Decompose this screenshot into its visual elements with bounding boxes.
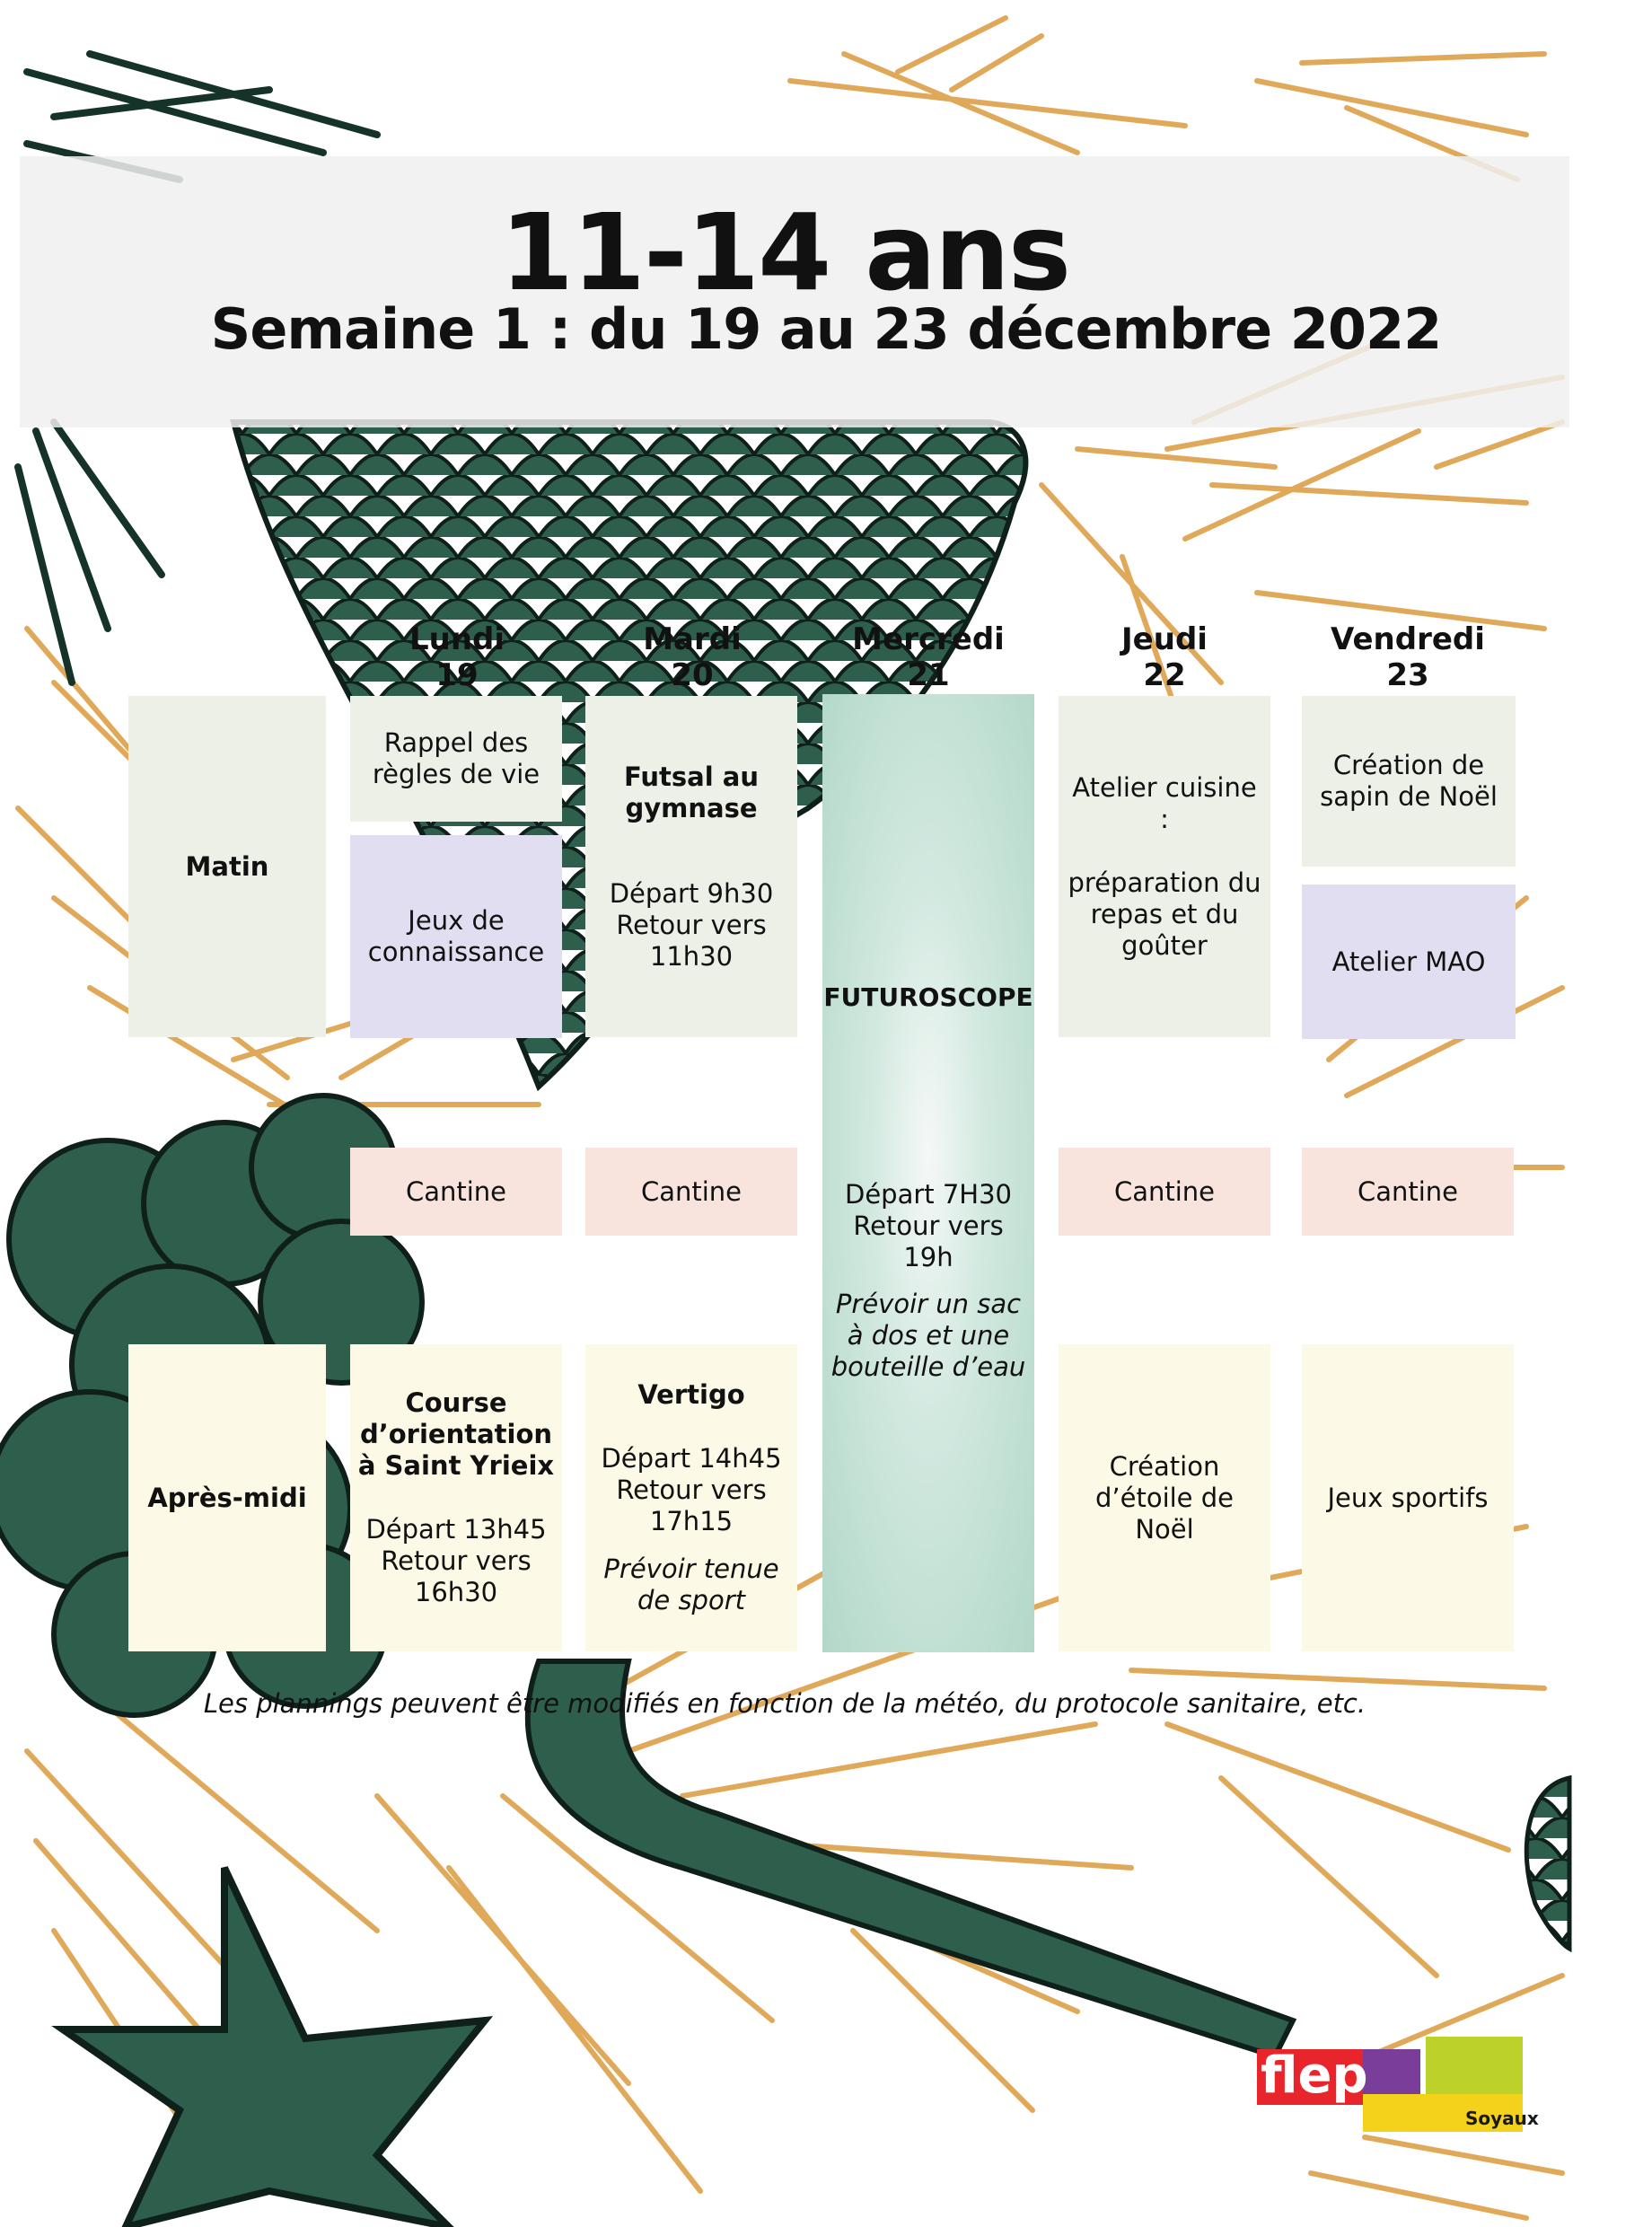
activity-vendredi-morning-2 xyxy=(1302,885,1516,1039)
flep-soyaux-logo xyxy=(1257,2031,1539,2137)
period-label-morning xyxy=(128,696,326,1037)
lunch-vendredi xyxy=(1302,1148,1514,1236)
logo-brand-text: flep xyxy=(1261,2047,1368,2105)
activity-text: Atelier MAO xyxy=(1331,946,1486,977)
activity-lundi-afternoon xyxy=(350,1344,562,1651)
activity-lundi-morning-1 xyxy=(350,696,562,822)
activity-details: Départ 13h45 Retour vers 16h30 xyxy=(365,1514,547,1607)
candy-cane-shape xyxy=(528,1661,1293,2056)
lunch-lundi xyxy=(350,1148,562,1236)
activity-note: Prévoir un sac à dos et une bouteille d’eau xyxy=(830,1288,1026,1382)
day-name: Vendredi xyxy=(1331,621,1485,657)
lunch-mardi xyxy=(585,1148,797,1236)
activity-title: Vertigo xyxy=(637,1379,745,1410)
lunch-text: Cantine xyxy=(1113,1175,1216,1207)
day-header-mercredi xyxy=(821,621,1036,693)
activity-vendredi-afternoon xyxy=(1302,1344,1514,1651)
futuroscope-note xyxy=(822,1286,1034,1385)
page-title: 11-14 ans xyxy=(499,190,1070,314)
activity-mardi-afternoon xyxy=(585,1344,797,1651)
period-label-text: Après-midi xyxy=(147,1482,307,1513)
activity-mardi-morning xyxy=(585,696,797,1037)
activity-text: Création de sapin de Noël xyxy=(1320,750,1498,812)
activity-details: préparation du repas et du goûter xyxy=(1068,867,1261,961)
day-date: 19 xyxy=(435,657,479,693)
activity-details: Départ 14h45 Retour vers 17h15 xyxy=(601,1443,782,1536)
star-shape xyxy=(63,1868,485,2227)
activity-text: Rappel des règles de vie xyxy=(372,727,540,789)
day-date: 21 xyxy=(907,657,950,693)
lunch-text: Cantine xyxy=(1357,1175,1459,1207)
day-name: Mercredi xyxy=(852,621,1005,657)
activity-text: Atelier cuisine : xyxy=(1072,771,1257,834)
activity-note: Prévoir tenue de sport xyxy=(603,1554,779,1615)
activity-lundi-morning-2 xyxy=(350,835,562,1038)
day-name: Jeudi xyxy=(1121,621,1208,657)
day-header-lundi xyxy=(349,621,565,693)
logo-town-text: Soyaux xyxy=(1465,2108,1539,2129)
activity-vendredi-morning-1 xyxy=(1302,696,1516,867)
page-subtitle: Semaine 1 : du 19 au 23 décembre 2022 xyxy=(210,296,1442,362)
lunch-text: Cantine xyxy=(640,1175,743,1207)
futuroscope-details xyxy=(822,1178,1034,1272)
activity-title: Course d’orientation à Saint Yrieix xyxy=(357,1387,555,1481)
activity-details: Départ 9h30 Retour vers 11h30 xyxy=(609,877,774,972)
activity-text: Création d’étoile de Noël xyxy=(1094,1450,1234,1545)
lunch-jeudi xyxy=(1059,1148,1270,1236)
activity-title: Futsal au gymnase xyxy=(624,761,759,823)
activity-text: Jeux de connaissance xyxy=(367,905,545,967)
small-cone-right xyxy=(1526,1778,1569,1949)
logo-graphic xyxy=(1257,2031,1539,2137)
activity-title: FUTUROSCOPE xyxy=(823,981,1033,1012)
activity-details: Départ 7H30 Retour vers 19h xyxy=(844,1178,1013,1272)
futuroscope-title xyxy=(822,970,1034,1024)
period-label-text: Matin xyxy=(185,850,269,882)
day-date: 20 xyxy=(671,657,714,693)
day-header-mardi xyxy=(584,621,800,693)
day-header-jeudi xyxy=(1057,621,1272,693)
day-date: 23 xyxy=(1386,657,1429,693)
footnote: Les plannings peuvent être modifiés en fonction de la météo, du protocole sanitaire, etc. xyxy=(203,1688,1366,1719)
activity-mercredi-fullday xyxy=(822,694,1034,1652)
day-name: Lundi xyxy=(409,621,505,657)
period-label-afternoon xyxy=(128,1344,326,1651)
lunch-text: Cantine xyxy=(405,1175,507,1207)
activity-text: Jeux sportifs xyxy=(1327,1482,1489,1513)
activity-jeudi-morning xyxy=(1059,696,1270,1037)
activity-jeudi-afternoon xyxy=(1059,1344,1270,1651)
day-header-vendredi xyxy=(1300,621,1516,693)
day-name: Mardi xyxy=(643,621,742,657)
day-date: 22 xyxy=(1143,657,1186,693)
